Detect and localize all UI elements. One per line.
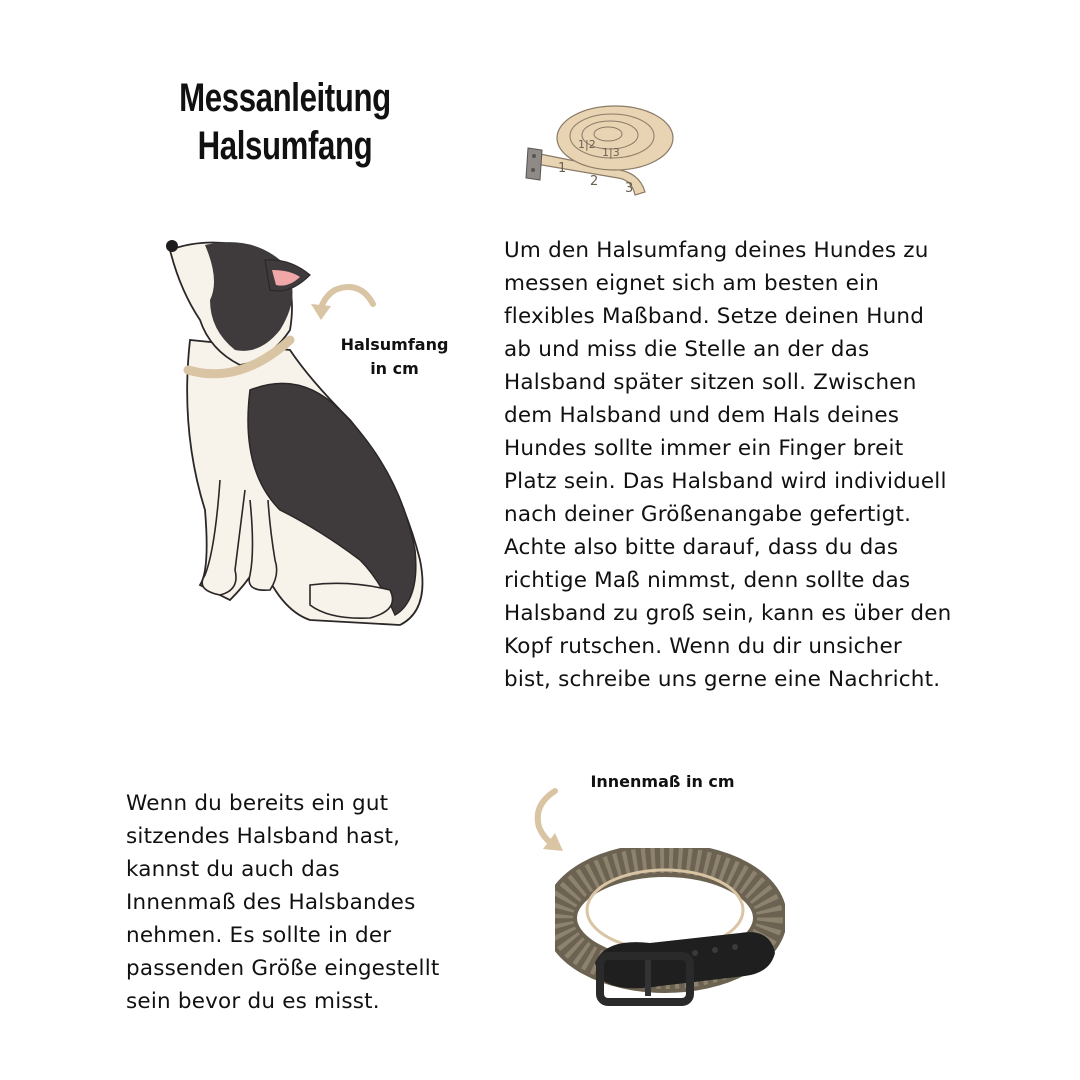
tape-mark-2: 2 (590, 174, 599, 189)
title-line-2: Halsumfang (197, 124, 373, 168)
tape-mark-5: 1|3 (602, 146, 620, 159)
measuring-tape-icon (520, 100, 685, 205)
title-line-1: Messanleitung (179, 76, 391, 120)
dog-illustration (150, 230, 440, 630)
neck-label-line-1: Halsumfang (340, 335, 449, 354)
inner-measure-label: Innenmaß in cm (590, 772, 735, 791)
neck-label-line-2: in cm (370, 359, 419, 378)
instructions-paragraph: Um den Halsumfang deines Hundes zu messen eignet sich am besten ein flexibles Maßband. Setze deinen Hund ab und miss die Stelle an der das Halsband später sitzen soll. Zwischen dem Halsband und dem Hals deines Hundes sollte immer ein Finger breit Platz sein. Das Halsband wird individuell nach deiner Größenangabe gefertigt. Achte also bitte darauf, dass du das richtige Maß nimmst, denn sollte das Halsband zu groß sein, kann es über den Kopf rutschen. Wenn du dir unsicher bist, schreibe uns gerne eine Nachricht. (504, 238, 952, 692)
tape-mark-4: 1|2 (578, 138, 596, 151)
curved-arrow-icon (525, 785, 580, 855)
page-title (156, 74, 413, 170)
collar-photo (555, 848, 785, 1018)
collar-instructions-paragraph: Wenn du bereits ein gut sitzendes Halsband hast, kannst du auch das Innenmaß des Halsbandes nehmen. Es sollte in der passenden Größe eingestellt sein bevor du es misst. (126, 791, 440, 1014)
tape-mark-3: 3 (625, 181, 634, 196)
tape-mark-1: 1 (558, 161, 567, 176)
curved-arrow-icon (305, 278, 385, 328)
neck-measure-label (322, 333, 467, 381)
